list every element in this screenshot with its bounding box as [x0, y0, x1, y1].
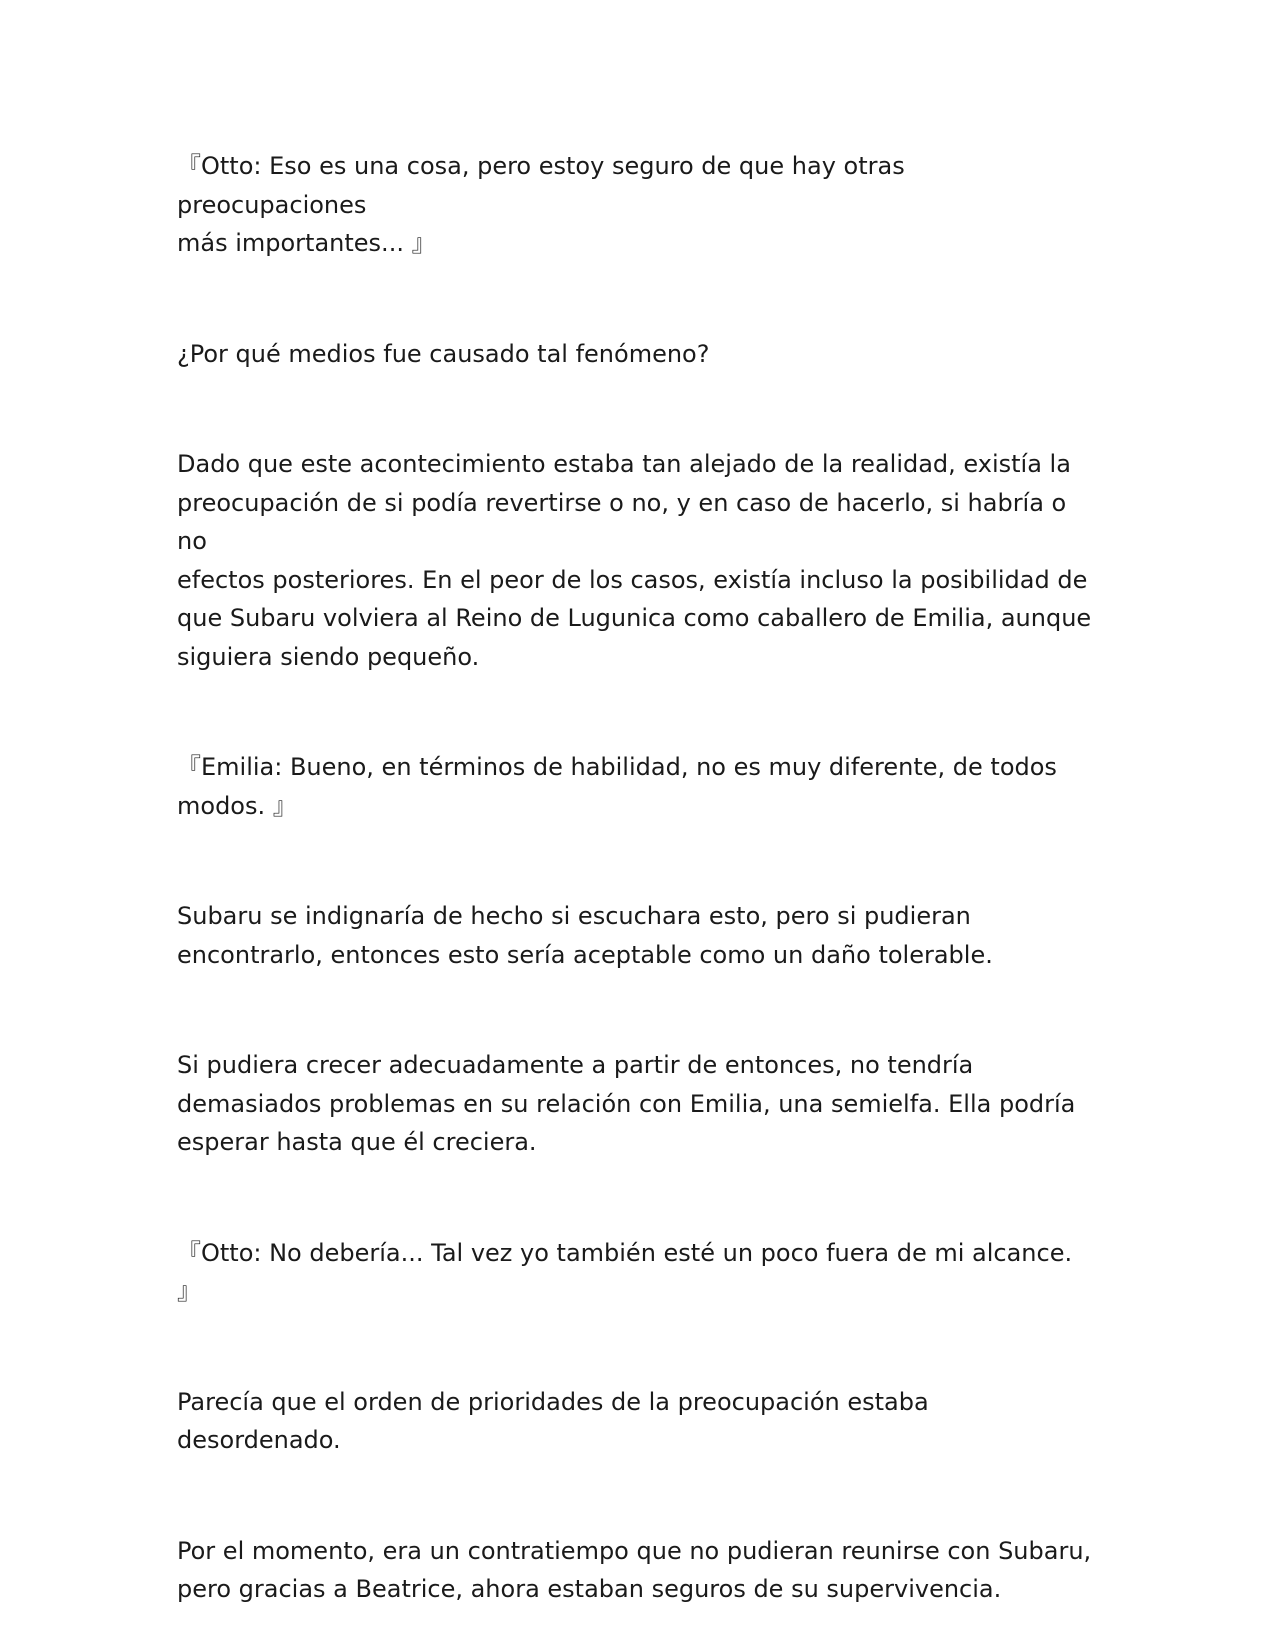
dialogue-paragraph: 『Otto: No debería... Tal vez yo también esté un poco fuera de mi alcance. 』 — [177, 1238, 1073, 1305]
narration-paragraph: Por el momento, era un contratiempo que no pudieran reunirse con Subaru, pero gracias a Beatrice, ahora estaban seguros de su supervivencia. — [177, 1536, 1092, 1603]
narration-paragraph: ¿Por qué medios fue causado tal fenómeno? — [177, 339, 710, 368]
dialogue-paragraph: 『Emilia: Bueno, en términos de habilidad, no es muy diferente, de todos modos. 』 — [177, 753, 1057, 820]
narration-paragraph: Dado que este acontecimiento estaba tan alejado de la realidad, existía la preocupación de si podía revertirse o no, y en caso de hacerlo, si habría o no efectos posteriores. En el peor de los casos, existía incluso la posibilidad de que Subaru volviera al Reino de Lugunica como caballero de Emilia, aunque siguiera siendo pequeño. — [177, 450, 1092, 671]
narration-paragraph: Si pudiera crecer adecuadamente a partir de entonces, no tendría demasiados problemas en su relación con Emilia, una semielfa. Ella podría esperar hasta que él creciera. — [177, 1051, 1076, 1156]
narration-paragraph: Parecía que el orden de prioridades de la preocupación estaba desordenado. — [177, 1387, 929, 1454]
document-page — [177, 147, 1097, 1609]
dialogue-paragraph: 『Otto: Eso es una cosa, pero estoy seguro de que hay otras preocupaciones más importantes... 』 — [177, 152, 905, 257]
narration-paragraph: Subaru se indignaría de hecho si escuchara esto, pero si pudieran encontrarlo, entonces esto sería aceptable como un daño tolerable. — [177, 902, 993, 969]
